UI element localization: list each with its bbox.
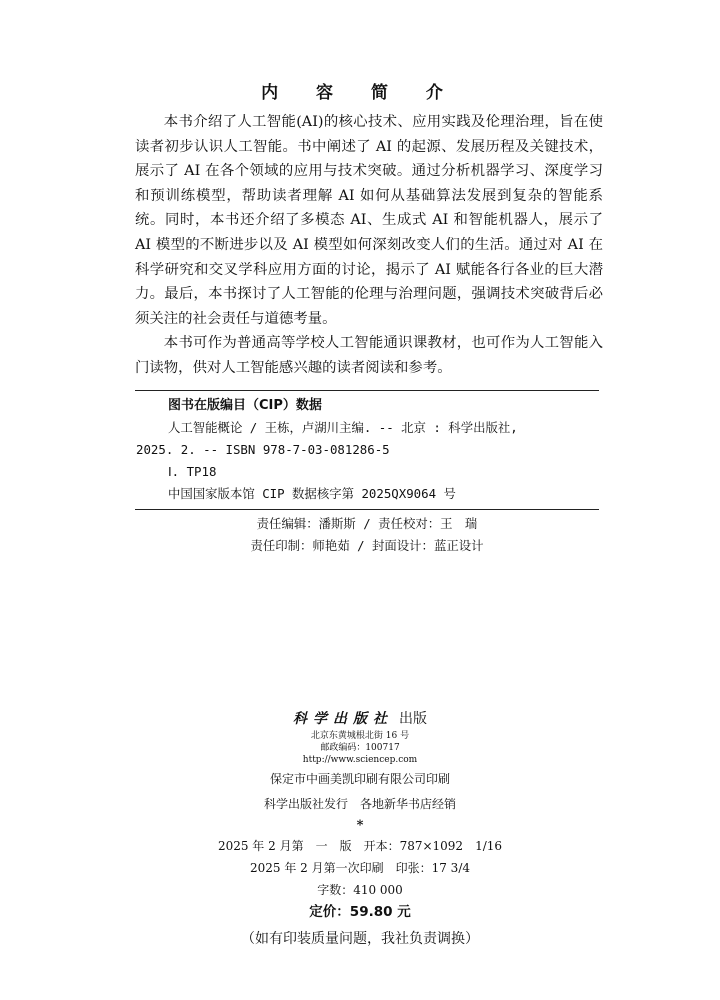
cip-top-rule [135, 390, 599, 391]
publisher-block [0, 708, 720, 951]
cip-block [135, 390, 599, 557]
intro-paragraph-2: 本书可作为普通高等学校人工智能通识课教材，也可作为人工智能入门读物，供对人工智能感兴趣的读者阅读和参考。 [135, 335, 603, 376]
intro-section [135, 110, 603, 381]
publisher-name [0, 708, 720, 730]
quality-notice: （如有印装质量问题，我社负责调换） [241, 931, 479, 947]
page-title: 内 容 简 介 [261, 83, 459, 103]
distribution-line: 科学出版社发行 各地新华书店经销 [263, 797, 456, 811]
printer-line: 保定市中画美凯印刷有限公司印刷 [269, 772, 450, 786]
cip-line-3: Ⅰ. TP18 [168, 464, 217, 479]
cip-line-4: 中国国家版本馆 CIP 数据核字第 2025QX9064 号 [168, 486, 456, 501]
publisher-suffix: 出版 [399, 711, 427, 727]
publisher-postcode: 邮政编码：100717 [320, 743, 400, 753]
separator-star: * [356, 818, 364, 833]
publisher-website: http://www.sciencep.com [302, 755, 418, 765]
publisher-logo: 科学出版社 [293, 711, 393, 727]
intro-paragraph-1: 本书介绍了人工智能(AI)的核心技术、应用实践及伦理治理，旨在使读者初步认识人工智能。书中阐述了 AI 的起源、发展历程及关键技术，展示了 AI 在各个领域的应用与技术突破。通过分析机器学习、深度学习和预训练模型，帮助读者理解 AI 如何从基础算法发展到复杂的智能系统。同时，本书还介绍了多模态 AI、生成式 AI 和智能机器人，展示了 AI 模型的不断进步以及 AI 模型如何深刻改变人们的生活。通过对 AI 在科学研究和交叉学科应用方面的讨论，揭示了 AI 赋能各行各业的巨大潜力。最后，本书探讨了人工智能的伦理与治理问题，强调技术突破背后必须关注的社会责任与道德考量。 [135, 114, 603, 327]
cip-line-1: 人工智能概论 / 王栋，卢湖川主编. -- 北京 : 科学出版社, [168, 420, 518, 435]
cip-line-2: 2025. 2. -- ISBN 978-7-03-081286-5 [136, 442, 390, 457]
cip-bottom-rule [135, 509, 599, 510]
print-line: 2025 年 2 月第一次印刷 印张：17 3/4 [249, 861, 470, 875]
word-count: 字数：410 000 [317, 883, 403, 897]
publisher-address: 北京东黄城根北街 16 号 [310, 731, 410, 741]
cip-heading: 图书在版编目（CIP）数据 [168, 398, 322, 413]
editors-line-2: 责任印制：师艳茹 / 封面设计：蓝正设计 [250, 538, 484, 553]
editors-line-1: 责任编辑：潘斯斯 / 责任校对：王 瑞 [256, 516, 478, 531]
price: 定价：59.80 元 [309, 904, 411, 920]
edition-line: 2025 年 2 月第 一 版 开本：787×1092 1/16 [217, 839, 503, 853]
